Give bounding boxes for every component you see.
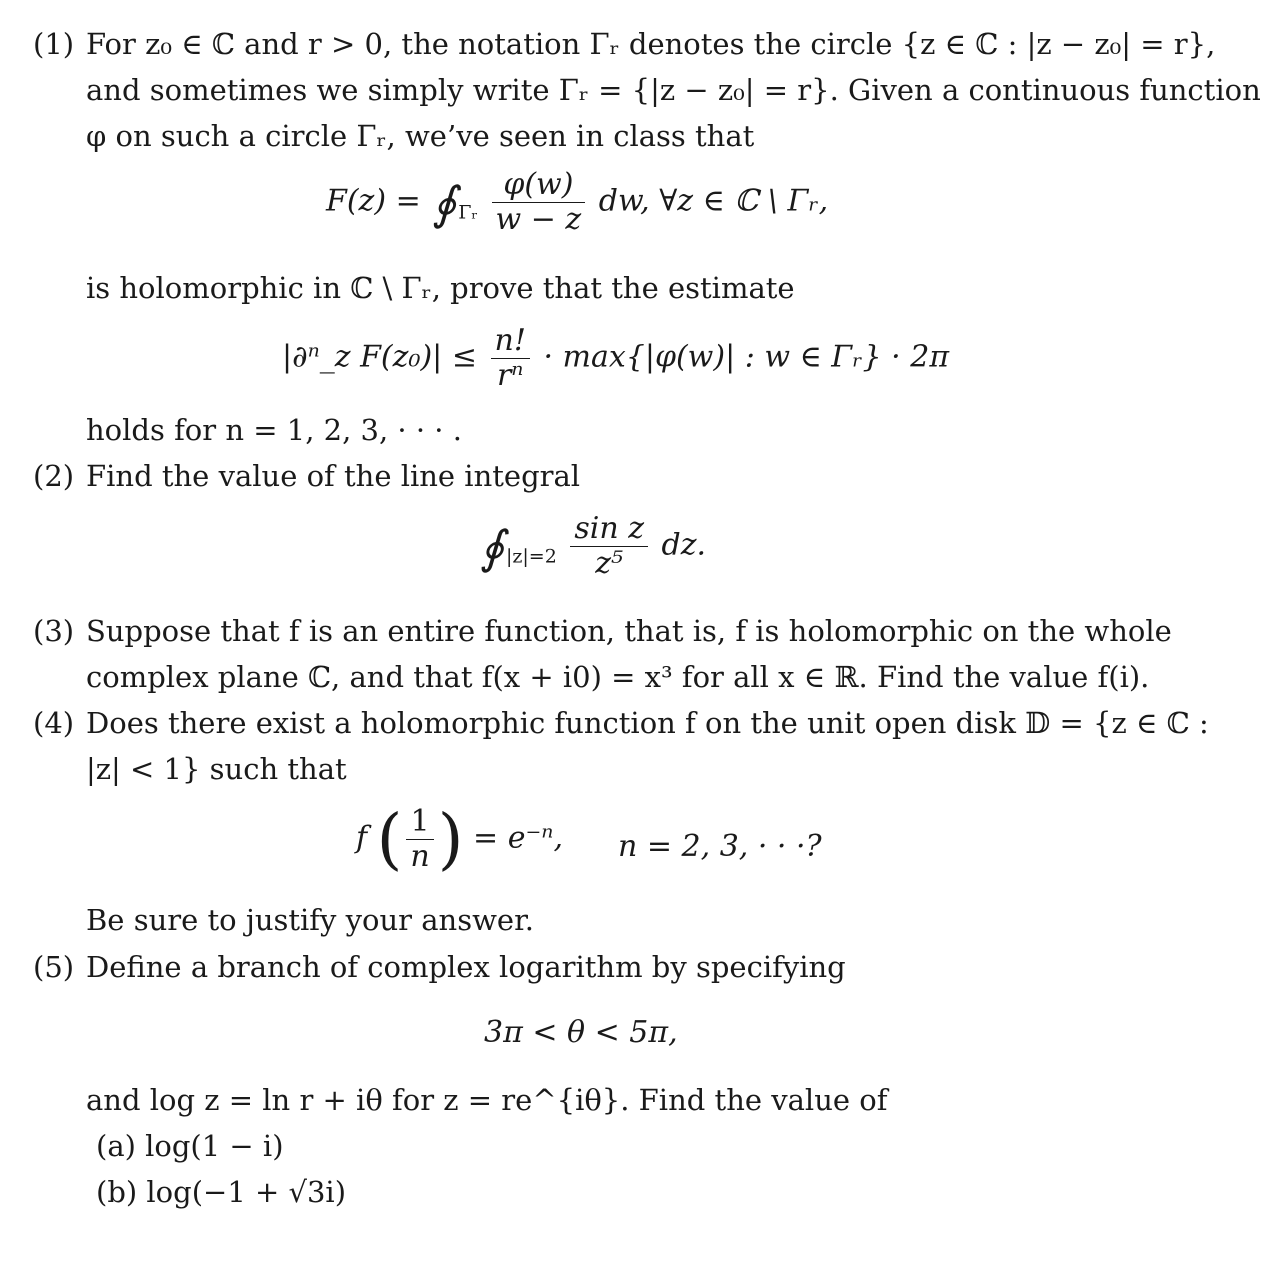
equation-interpolation — [356, 800, 563, 878]
problem-1-line-3: φ on such a circle Γᵣ, we’ve seen in class that — [86, 119, 755, 153]
problem-5-part-a: (a) log(1 − i) — [96, 1129, 284, 1163]
eq2-lhs: |∂ⁿ_z F(z₀)| ≤ — [282, 339, 477, 375]
problem-4-number: (4) — [33, 706, 75, 740]
eq3-denominator: z⁵ — [595, 546, 624, 581]
eq4-fraction — [406, 805, 433, 874]
equation-cauchy-integral — [326, 168, 828, 237]
eq2-fraction — [491, 324, 530, 393]
problem-4-line-2: |z| < 1} such that — [86, 752, 347, 786]
eq4-denominator: n — [410, 839, 430, 874]
equation-derivative-estimate — [282, 324, 949, 393]
eq3-integral-subscript: |z|=2 — [505, 545, 557, 568]
problem-1-line-5: holds for n = 1, 2, 3, · · · . — [86, 413, 462, 447]
eq2-rhs: · max{|φ(w)| : w ∈ Γᵣ} · 2π — [543, 339, 950, 375]
eq4-f: f — [356, 820, 368, 856]
eq1-numerator: φ(w) — [492, 168, 586, 203]
problem-1-line-4: is holomorphic in ℂ \ Γᵣ, prove that the estimate — [86, 271, 795, 305]
problem-3-line-2: complex plane ℂ, and that f(x + i0) = x³ for all x ∈ ℝ. Find the value f(i). — [86, 660, 1150, 694]
equation-line-integral — [478, 512, 706, 581]
eq2-numerator: n! — [491, 324, 530, 359]
eq2-denominator: rⁿ — [496, 358, 524, 393]
eq1-denominator: w − z — [495, 202, 582, 237]
problem-5-part-b: (b) log(−1 + √3i) — [96, 1175, 347, 1209]
eq3-fraction — [570, 512, 648, 581]
eq1-rhs: dw, ∀z ∈ ℂ \ Γᵣ, — [598, 183, 829, 219]
problem-3-number: (3) — [33, 614, 75, 648]
problem-4-line-3: Be sure to justify your answer. — [86, 903, 534, 937]
eq3-rhs: dz. — [661, 527, 707, 563]
eq4-left-paren: ( — [376, 800, 403, 878]
eq4-numerator: 1 — [406, 805, 433, 840]
problem-1-number: (1) — [33, 27, 75, 61]
eq4-rhs: = e⁻ⁿ, — [473, 820, 563, 856]
problem-1-line-1: For z₀ ∈ ℂ and r > 0, the notation Γᵣ denotes the circle {z ∈ ℂ : |z − z₀| = r}, — [86, 27, 1216, 61]
eq3-numerator: sin z — [570, 512, 648, 547]
problem-5-line-1: Define a branch of complex logarithm by specifying — [86, 950, 846, 984]
eq4-condition: n = 2, 3, · · ·? — [618, 829, 822, 864]
problem-3-line-1: Suppose that f is an entire function, that is, f is holomorphic on the whole — [86, 614, 1172, 648]
problem-2-number: (2) — [33, 459, 75, 493]
contour-integral-sign: ∮ — [480, 519, 504, 574]
contour-integral-sign: ∮ — [432, 175, 457, 230]
problem-5-line-2: and log z = ln r + iθ for z = re^{iθ}. Find the value of — [86, 1083, 888, 1117]
eq1-lhs: F(z) = — [326, 183, 421, 219]
problem-5-number: (5) — [33, 950, 75, 984]
equation-branch-range: 3π < θ < 5π, — [484, 1015, 678, 1050]
problem-1-line-2: and sometimes we simply write Γᵣ = {|z − z₀| = r}. Given a continuous function — [86, 73, 1261, 107]
problem-2-line-1: Find the value of the line integral — [86, 459, 581, 493]
eq1-fraction — [492, 168, 586, 237]
eq1-integral-subscript: Γᵣ — [458, 201, 478, 224]
eq4-right-paren: ) — [437, 800, 464, 878]
problem-4-line-1: Does there exist a holomorphic function f on the unit open disk 𝔻 = {z ∈ ℂ : — [86, 706, 1209, 740]
